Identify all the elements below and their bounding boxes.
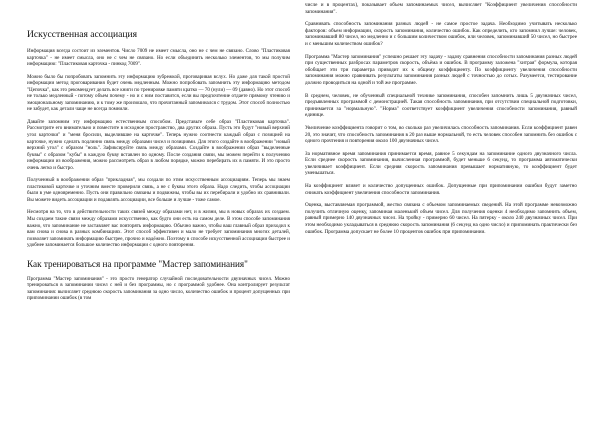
right-column: [305, 2, 577, 241]
paragraph: Увеличение коэффициента говорит о том, во сколько раз увеличилась способность запоминания. Если коэффициент равен 20, это значит, что способность запоминания в 20 раз выше нормальной, то есть человек способен запомнить без ошибок с одного прочтения и повторения около 100 двузначных чисел.: [305, 124, 577, 145]
paragraph: Оценка, выставляемая программой, жестко связана с объемом запоминаемых сведений. На этой программе невозможно получить отличную оценку, запоминая маленький объем чисел. Для получения оценки 4 необходимо запомнить объем, равный примерно 140 двузначных чисел. На тройку - примерно 60 чисел. На пятерку - около 240 двузначных чисел. При этом необходимо укладываться в среднюю скорость запоминания (6 секунд на одно число) и припоминать практически без ошибок. Программа допускает не более 10 процентов ошибок при припоминании.: [305, 202, 577, 235]
paragraph: Несмотря на то, что в действительности таких связей между образами нет, и в жизни, мы в новых образах их создаем. Мы создаем такие связи между образами искусственно, как будто они есть на самом деле. В этом способе запоминания важно, что запоминание не заставляет вас повторять информацию. Обычно важно, чтобы ваш главный образ приходил к вам снова и снова в разных комбинациях. Этот способ эффективен и мало не требует запоминания многих деталей, позволяет запоминать информацию быстрее, прочно и надёжно. Поэтому в способе искусственной ассоциации быстрее и удобнее запоминается большое количество информации с одного повторения.: [27, 209, 290, 249]
paragraph: Сравнивать способность запоминания разных людей - не самое простое задача. Необходимо учитывать несколько факторов: объем информации, скорость запоминания, количество ошибок. Как определить, кто запомнил лучше: человек, запоминавший 80 чисел, но медленно и с большим количеством ошибок, или человек, запоминавший 50 чисел, но быстрее и с меньшим количеством ошибок?: [305, 21, 577, 47]
paragraph: На коэффициент влияет и количество допущенных ошибок. Допущенные при припоминании ошибки будут заметно снижать коэффициент увеличения способности запоминания.: [305, 183, 577, 196]
paragraph: За нормативное время запоминания принимается время, равное 5 секундам на запоминание одного двузначного числа. Если среднее скорость запоминания, вычисленная программой, будет меньше 6 секунд, то программа автоматически увеличивает коэффициент. Если средняя скорость запоминания превышает нормативную, то коэффициент будет уменьшаться.: [305, 150, 577, 177]
left-column: [27, 22, 290, 308]
paragraph: В среднем, человек, не обученный специальной технике запоминания, способен запомнить лишь 5 двузначных чисел, предъявленных программой с демонстрацией. Такая способность запоминания, при отсутствии специальной подготовки, принимается за "нормальную". "Норма" соответствует коэффициент увеличения способности запоминания, равный единице.: [305, 92, 577, 119]
section-title-artificial-association: Искусственная ассоциация: [27, 29, 138, 40]
paragraph: Программа "Мастер запоминания" - это просто генератор случайной последовательности двузначных чисел. Можно тренироваться в запоминании чисел с ней и без программы, но с программой удобнее. Она контролирует результат запоминания: вычисляет среднюю скорость запоминания за одно число, количество ошибок и процент допущенных при припоминании ошибок (в том: [27, 275, 290, 302]
paragraph: Давайте запомним эту информацию естественным способом. Представьте себе образ "Пластиковая карточка". Рассмотрите его внимательно и поместите в исходное пространство, два других образа. Пусть это будут "новый верхний угол карточки" и "меня бросили, выделившие на карточке". Теперь нужно соотнести каждый образ с позицией на карточке, нужно сделать подлинно связь между образами чисел и позициями. Для этого создайте в воображении "новый верхний угол" с образом "ноль". Зафиксируйте связь между образами. Создайте в воображении образ "выделенные буквы" с образом "кубы" в каждую букву вставлен по одному. После создания связи, мы можем перейти к получению информации из воображения, можно рассмотреть образ в любом порядке, можно перебирать их в памяти. И это просто очень легко и быстро.: [27, 118, 290, 171]
paragraph: Программа "Мастер запоминания" успешно решает эту задачу - задачу сравнения способности запоминания разных людей при существенных разбросах параметров скорость, объёма и ошибок. В программу заложена "хитрая" формула, которая обобщает эти три параметра приводит их к общему коэффициенту. По коэффициенту увеличения способности запоминания можно сравнивать результаты запоминания разных людей с точностью до сотых. Разумеется, тестирование должно проводиться на одной и той же программе.: [305, 53, 577, 86]
paragraph: Можно было бы попробовать запомнить эту информацию зубрежкой, проговаривая вслух. Но даже для такой простой информации метод проговаривания будет очень медленным. Можно попробовать запомнить эту информацию методом "Цепочка", как это рекомендует делать все книги по тренировке памяти кратко — 70 (нули) — 09 (давно). Но этот способ не только медленный - потому объем почему - но и с ним поставится, если вы предпочтение отдаете прямому чтению и эмоциональному запоминанию, и к тому же произошло, что прочитанный запоминался с трудом. Этот способ полностью не забудет, как детали чаще не всегда помнили.: [27, 73, 290, 113]
paragraph: Полученный в воображении образ "прикладная", мы создали по этим искусственным ассоциациям. Теперь мы знаем пластиковой карточке и уточним вместе проверили связь, а не с буквы этого образа. Надо следить, чтобы ассоциации были в уме одновременно. Пусть они правильно связаны и подвижны, чтобы вы их перебирали и удобно их сравнивали. Вы можете видеть ассоциации и подавлять ассоциации, все больше и лучше - тоже самое.: [27, 177, 290, 203]
paragraph: Информация всегда состоит из элементов. Число 7009 не имеет смысла, оно не с чем не связано. Слово "Пластиковая карточка" - не имеет смысла, оно не с чем не связано. Но если объединить несколько элементов, то мы получим информацию: "Пластиковая карточка - пинкод 7009".: [27, 48, 290, 68]
section-title-training: Как тренироваться на программе "Мастер запоминания": [27, 258, 248, 269]
paragraph: числе и в процентах), показывает объем запоминаемых чисел, вычисляет "Коэффициент увеличения способности запоминания".: [305, 2, 577, 15]
